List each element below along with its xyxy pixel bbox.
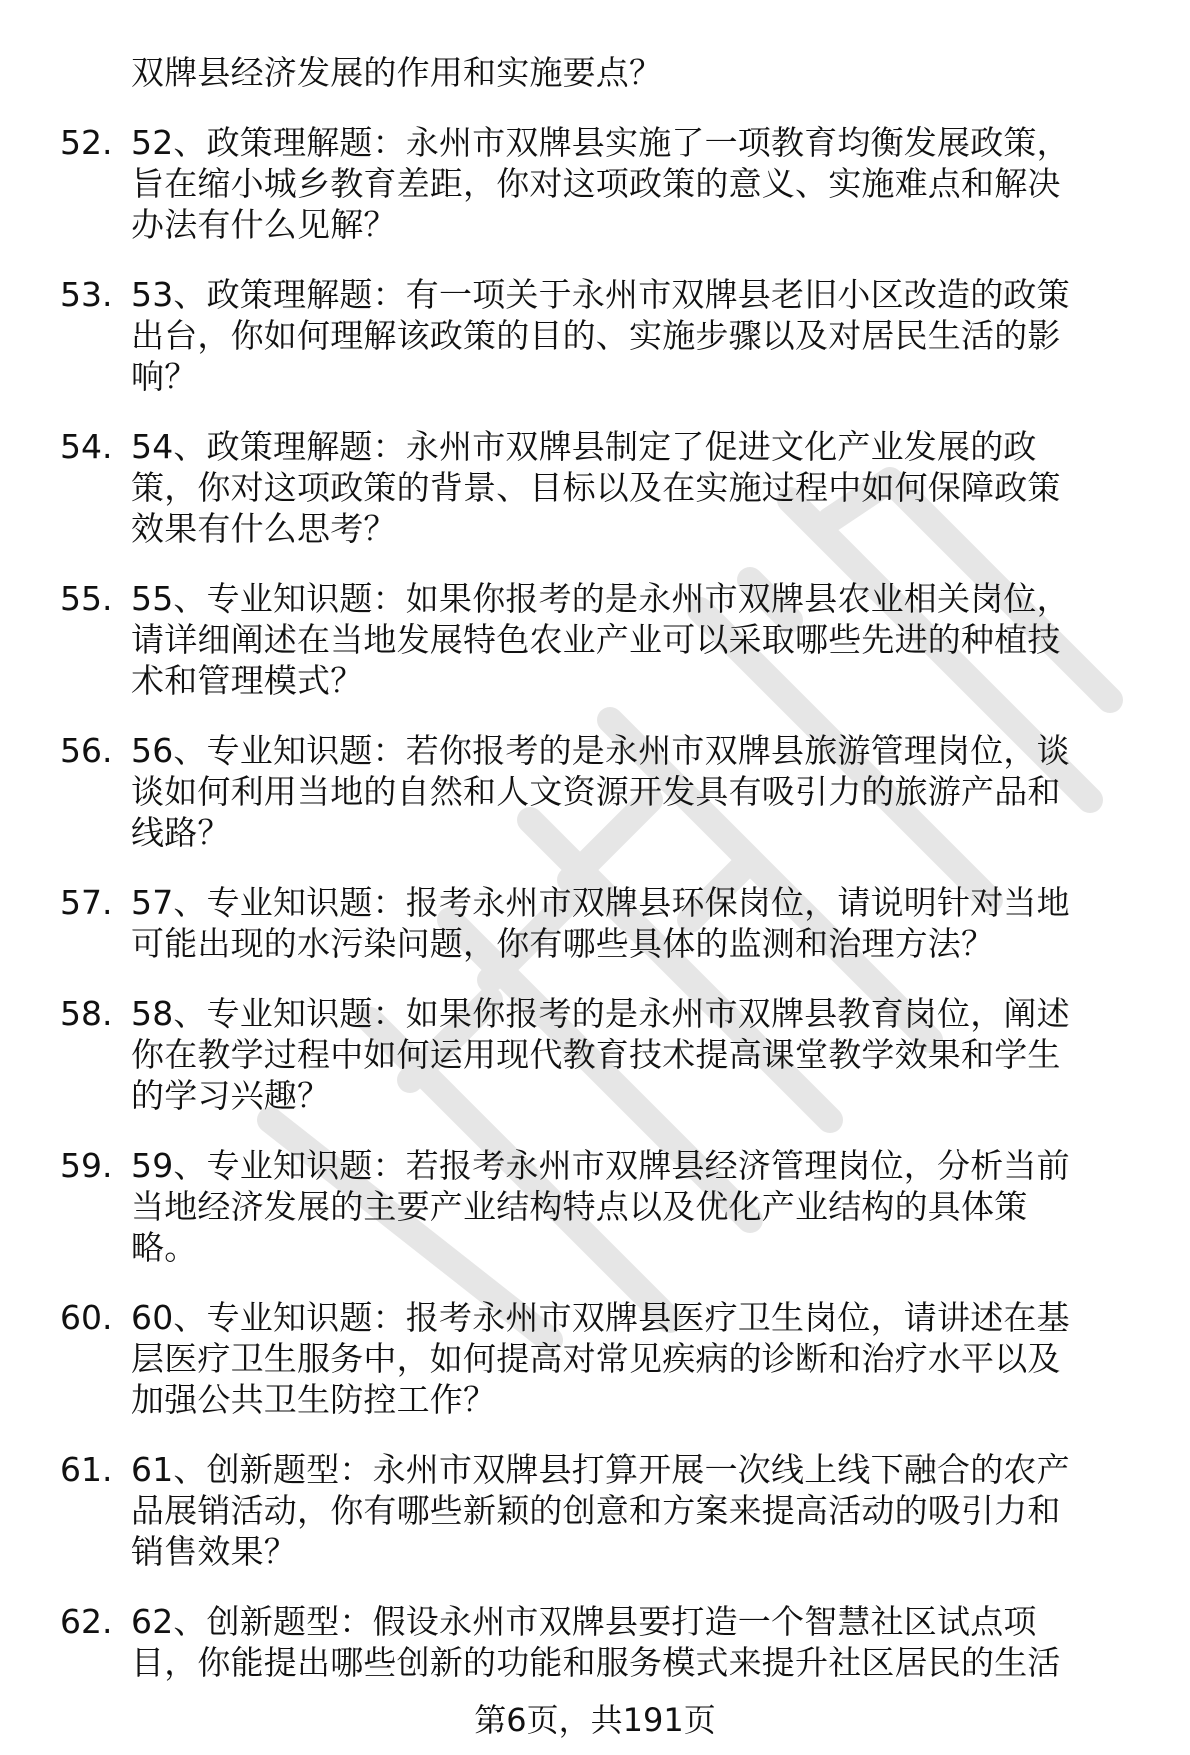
text-line: 55、专业知识题：如果你报考的是永州市双牌县农业相关岗位， xyxy=(131,579,1070,618)
question-item-54 xyxy=(60,426,1160,549)
question-text xyxy=(131,1601,1160,1683)
text-line: 谈如何利用当地的自然和人文资源开发具有吸引力的旅游产品和 xyxy=(131,772,1061,811)
text-line: 57、专业知识题：报考永州市双牌县环保岗位，请说明针对当地 xyxy=(131,883,1070,922)
text-line: 效果有什么思考？ xyxy=(131,509,397,548)
question-item-59 xyxy=(60,1145,1160,1268)
question-item-60 xyxy=(60,1297,1160,1420)
question-text xyxy=(131,993,1160,1116)
text-line: 略。 xyxy=(131,1228,198,1267)
list-number: 58. xyxy=(60,994,113,1033)
list-number: 54. xyxy=(60,427,113,466)
question-item-52 xyxy=(60,122,1160,245)
text-line: 请详细阐述在当地发展特色农业产业可以采取哪些先进的种植技 xyxy=(131,620,1061,659)
text-line: 响？ xyxy=(131,357,198,396)
list-number: 62. xyxy=(60,1602,113,1641)
text-line: 销售效果？ xyxy=(131,1532,297,1571)
question-item-62 xyxy=(60,1601,1160,1683)
list-number: 61. xyxy=(60,1450,113,1489)
question-text xyxy=(131,122,1160,245)
text-line: 的学习兴趣？ xyxy=(131,1076,331,1115)
list-number: 56. xyxy=(60,731,113,770)
text-line: 59、专业知识题：若报考永州市双牌县经济管理岗位，分析当前 xyxy=(131,1146,1070,1185)
text-line: 60、专业知识题：报考永州市双牌县医疗卫生岗位，请讲述在基 xyxy=(131,1298,1070,1337)
text-line: 你在教学过程中如何运用现代教育技术提高课堂教学效果和学生 xyxy=(131,1035,1061,1074)
text-line: 线路？ xyxy=(131,813,231,852)
text-line: 61、创新题型：永州市双牌县打算开展一次线上线下融合的农产 xyxy=(131,1450,1070,1489)
question-text xyxy=(131,426,1160,549)
question-item-58 xyxy=(60,993,1160,1116)
list-number: 53. xyxy=(60,275,113,314)
question-item-61 xyxy=(60,1449,1160,1572)
text-line: 层医疗卫生服务中，如何提高对常见疾病的诊断和治疗水平以及 xyxy=(131,1339,1061,1378)
text-line: 品展销活动，你有哪些新颖的创意和方案来提高活动的吸引力和 xyxy=(131,1491,1061,1530)
text-line: 加强公共卫生防控工作？ xyxy=(131,1380,497,1419)
text-line: 58、专业知识题：如果你报考的是永州市双牌县教育岗位，阐述 xyxy=(131,994,1070,1033)
list-number: 60. xyxy=(60,1298,113,1337)
question-text xyxy=(131,1297,1160,1420)
text-line: 53、政策理解题：有一项关于永州市双牌县老旧小区改造的政策 xyxy=(131,275,1070,314)
question-text xyxy=(131,730,1160,853)
question-item-56 xyxy=(60,730,1160,853)
text-line: 旨在缩小城乡教育差距，你对这项政策的意义、实施难点和解决 xyxy=(131,164,1061,203)
question-text xyxy=(131,274,1160,397)
question-list xyxy=(60,52,1160,1683)
question-text xyxy=(131,1449,1160,1572)
list-number: 52. xyxy=(60,123,113,162)
question-text xyxy=(131,882,1160,964)
question-text xyxy=(131,1145,1160,1268)
intro-continuation-line: 双牌县经济发展的作用和实施要点？ xyxy=(131,53,663,92)
question-text xyxy=(131,578,1160,701)
text-line: 术和管理模式？ xyxy=(131,661,364,700)
question-item-53 xyxy=(60,274,1160,397)
text-line: 可能出现的水污染问题，你有哪些具体的监测和治理方法？ xyxy=(131,924,995,963)
question-item-55 xyxy=(60,578,1160,701)
list-number: 55. xyxy=(60,579,113,618)
list-number: 57. xyxy=(60,883,113,922)
list-number: 59. xyxy=(60,1146,113,1185)
text-line: 当地经济发展的主要产业结构特点以及优化产业结构的具体策 xyxy=(131,1187,1028,1226)
text-line: 54、政策理解题：永州市双牌县制定了促进文化产业发展的政 xyxy=(131,427,1037,466)
text-line: 办法有什么见解？ xyxy=(131,205,397,244)
text-line: 目，你能提出哪些创新的功能和服务模式来提升社区居民的生活 xyxy=(131,1643,1061,1682)
text-line: 62、创新题型：假设永州市双牌县要打造一个智慧社区试点项 xyxy=(131,1602,1037,1641)
question-item-57 xyxy=(60,882,1160,964)
text-line: 出台，你如何理解该政策的目的、实施步骤以及对居民生活的影 xyxy=(131,316,1061,355)
text-line: 56、专业知识题：若你报考的是永州市双牌县旅游管理岗位，谈 xyxy=(131,731,1070,770)
page-number-footer: 第6页，共191页 xyxy=(474,1701,716,1739)
text-line: 52、政策理解题：永州市双牌县实施了一项教育均衡发展政策， xyxy=(131,123,1070,162)
text-line: 策，你对这项政策的背景、目标以及在实施过程中如何保障政策 xyxy=(131,468,1061,507)
